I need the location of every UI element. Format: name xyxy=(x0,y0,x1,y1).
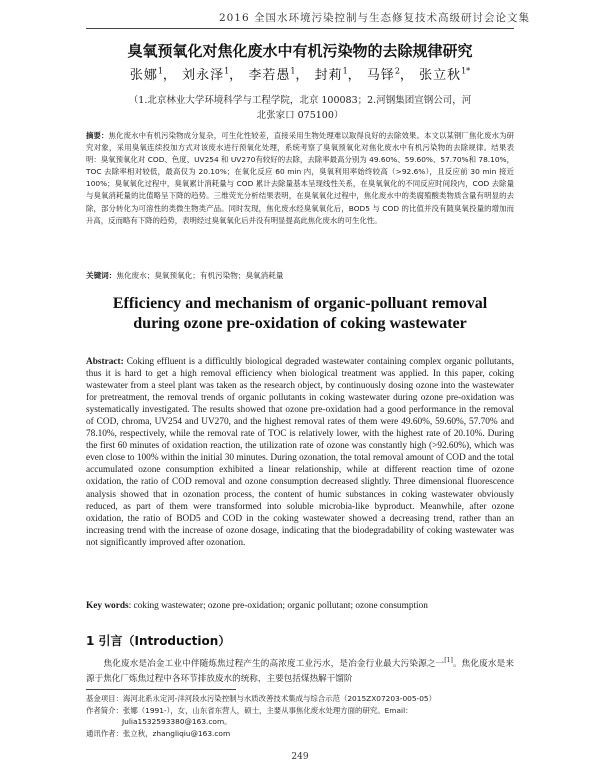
abstract-en xyxy=(86,356,514,549)
header-rule xyxy=(86,28,514,29)
abstract-en-label: Abstract: xyxy=(86,357,124,367)
keywords-en-label: Key words xyxy=(86,601,129,611)
author-affil-mark: 1 xyxy=(342,66,348,76)
footnote-rule xyxy=(86,689,236,690)
author-name: 刘永泽 xyxy=(182,68,225,83)
keywords-cn xyxy=(86,270,514,281)
affiliation-line: 北张家口 075100） xyxy=(256,110,344,121)
footnote-author-email: Julia1532593380@163.com。 xyxy=(122,717,232,727)
paper-title-cn: 臭氧预氧化对焦化废水中有机污染物的去除规律研究 xyxy=(127,42,473,60)
keywords-cn-text: 焦化废水；臭氧预氧化；有机污染物；臭氧消耗量 xyxy=(116,271,284,280)
footnote-corresponding: 通讯作者：张立秋，zhangliqiu@163.com xyxy=(86,728,231,738)
abstract-cn-label: 摘要： xyxy=(86,131,109,140)
abstract-en-text: Coking effluent is a difficultly biological degraded wastewater containing complex organic pollutants, thus it is hard to get a high removal efficiency when biological treatment was applied. In this paper, coking wastewater from a steel plant was taken as the research object, by continuously dosing ozone into the wastewater for pretreatment, the removal trends of organic pollutants in coking wastewater during ozone pre-oxidation was systematically investigated. The results showed that ozone pre-oxidation had a good performance in the removal of COD, chroma, UV254 and UV270, and the highest removal rates of them were 49.60%, 59.60%, 57.70% and 78.10%, respectively, while the removal rate of TOC is relatively lower, with the highest rate of 20.10%. During the first 60 minutes of oxidation reaction, the utilization rate of ozone was constantly high (>92.60%), which was even close to 100% within the initial 30 minutes. During ozonation, the total removal amount of COD and the total accumulated ozone consumption exhibited a linear relationship, while at different reaction time of ozone oxidation, the ratio of COD removal and ozone consumption decreased slightly. Three dimensional fluorescence analysis showed that in ozonation process, the content of humic substances in coking wastewater obviously reduced, as part of them were transformed into soluble microbia-like byproduct. Meanwhile, after ozone oxidation, the ratio of BOD5 and COD in the coking wastewater showed a decreasing trend, rather than an increasing trend with the increase of ozone dosage, indicating that the biodegradability of coking wastewater was not significantly improved after ozonation. xyxy=(86,357,514,548)
author-affil-mark: 1 xyxy=(157,66,163,76)
keywords-en xyxy=(86,600,514,612)
author-name: 李若愚 xyxy=(248,68,291,83)
affiliation-line: （1.北京林业大学环境科学与工程学院，北京 100083；2.河钢集团宣钢公司，河 xyxy=(128,95,472,106)
author-name: 马铎 xyxy=(366,68,395,83)
intro-text: 。焦化废水是来源于焦化厂炼焦过程中各环节排放废水的统称，主要包括煤热解干馏阶 xyxy=(86,658,514,684)
footnote-funding: 基金项目：海河北系永定河-洋河段水污染控制与水质改善技术集成与综合示范（2015ZX07203-005-05） xyxy=(86,694,437,703)
page-number: 249 xyxy=(291,752,309,762)
footnote-author-bio: 作者简介：张娜（1991-），女，山东省东营人，硕士，主要从事焦化废水处理方面的研究。Email： xyxy=(86,705,413,715)
keywords-cn-label: 关键词： xyxy=(86,271,117,280)
introduction-paragraph xyxy=(86,653,514,687)
abstract-cn xyxy=(86,130,514,227)
citation-marker: [1] xyxy=(444,657,453,664)
author-name: 张立秋 xyxy=(419,68,462,83)
author-affil-mark: 1 xyxy=(224,66,230,76)
author-name: 张娜 xyxy=(129,68,158,83)
abstract-cn-text: 焦化废水中有机污染物成分复杂，可生化性较差，直接采用生物处理难以取得良好的去除效果。本文以某钢厂焦化废水为研究对象，采用臭氧连续投加方式对该废水进行预氧化处理，系统考察了臭氧预氧化对焦化废水中有机污染物的去除规律。结果表明：臭氧预氧化对 COD、色度、UV254 和 UV270有较好的去除，去除率最高分别为 49.60%、59.60%、57.70%和 78.10%，TOC 去除率相对较低，最高仅为 20.10%；在氧化反应 60 min 内，臭氧利用率始终较高（>92.6%），且反应前 30 min 接近 100%；臭氧氧化过程中，臭氧累计消耗量与 COD 累计去除量基本呈现线性关系，在臭氧氧化的不同反应时间段内，COD 去除量与臭氧消耗量的比值略呈下降的趋势。三维荧光分析结果表明，在臭氧氧化过程中，焦化废水中的类腐殖酸类物质含量有明显的去除，部分转化为可溶性的类微生物类产品。同时发现，焦化废水经臭氧氧化后，BOD5 与 COD 的比值并没有随臭氧投量的增加而升高，反而略有下降的趋势，表明经过臭氧氧化后并没有明显提高此焦化废水的可生化性。 xyxy=(86,131,514,225)
running-header: 2016 全国水环境污染控制与生态修复技术高级研讨会论文集 xyxy=(218,12,530,24)
section-heading-introduction: 1 引言（Introduction） xyxy=(86,634,231,648)
paper-title-en: Efficiency and mechanism of organic-polluant removal during ozone pre-oxidation of coking wastewater xyxy=(112,295,488,332)
affiliations xyxy=(110,93,490,123)
author-name: 封莉 xyxy=(314,68,343,83)
intro-text: 焦化废水是冶金工业中伴随炼焦过程产生的高浓度工业污水，是冶金行业最大污染源之一 xyxy=(103,658,445,669)
author-affil-mark: 1 xyxy=(290,66,296,76)
author-list: 张娜$^1$， 刘永泽$^1$， 李若愚$^1$， 封莉$^1$， 马铎$^2$， 张立秋$^{1*}$ xyxy=(129,66,471,83)
keywords-en-text: : coking wastewater; ozone pre-oxidation; organic pollutant; ozone consumption xyxy=(128,601,428,611)
footnotes xyxy=(86,693,514,739)
author-affil-mark: 1* xyxy=(461,66,471,76)
author-affil-mark: 2 xyxy=(394,66,400,76)
